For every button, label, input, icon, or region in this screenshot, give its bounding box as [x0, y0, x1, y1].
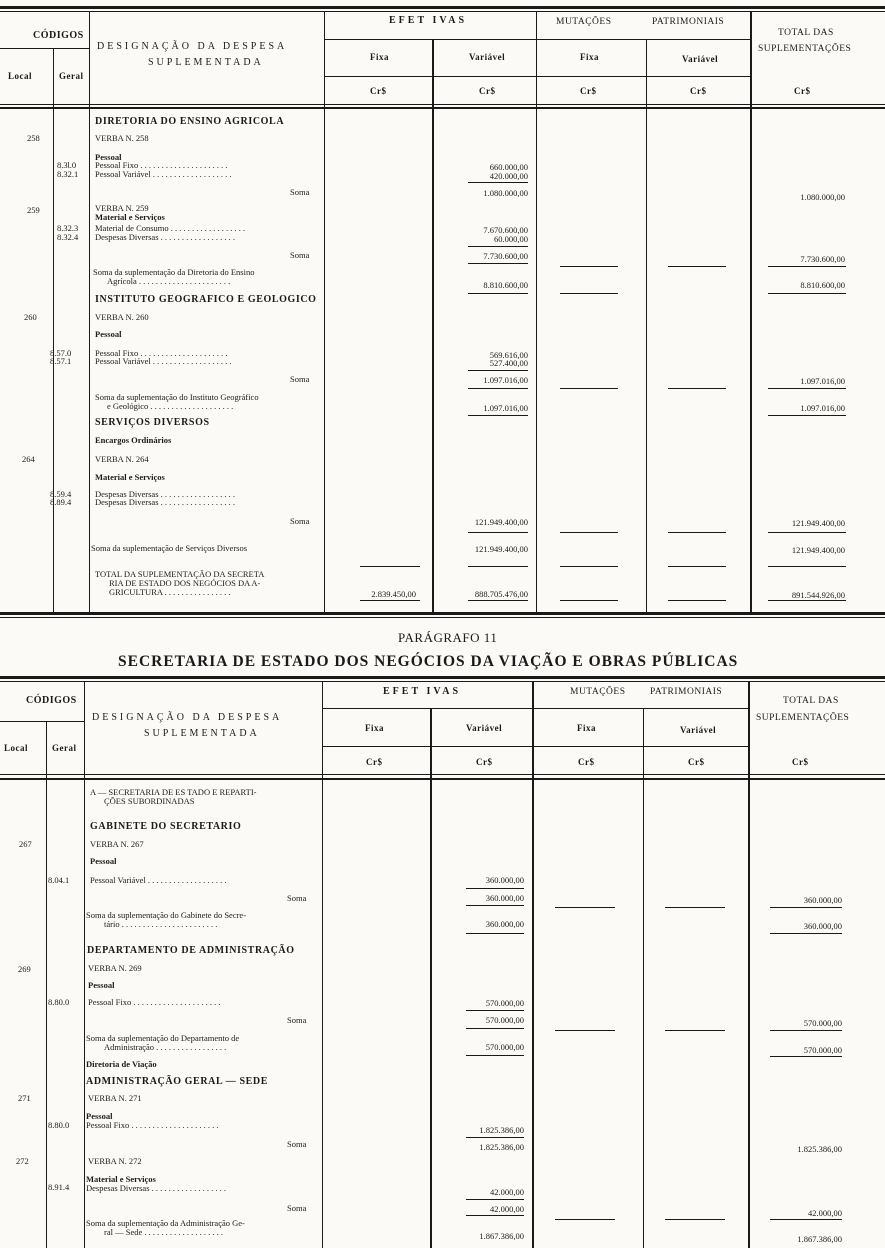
- subtotal-label: e Geológico . . . . . . . . . . . . . . . . . . . .: [107, 401, 234, 411]
- item-label: Pessoal Fixo . . . . . . . . . . . . . . . . . . . . .: [88, 997, 221, 1007]
- header-bottom-rule: [0, 107, 885, 109]
- sum-line: [668, 388, 726, 389]
- verba-label: VERBA N. 269: [88, 963, 142, 973]
- header-designacao: DESIGNAÇÃO DA DESPESA: [92, 712, 283, 723]
- section-title: A — SECRETARIA DE ES TADO E REPARTI-: [90, 787, 257, 797]
- sum-line: [560, 566, 618, 567]
- subtotal-label: Soma da suplementação de Serviços Diversos: [91, 543, 248, 553]
- geral-code: 8.91.4: [48, 1182, 70, 1192]
- subsection-label: Diretoria de Viação: [86, 1059, 157, 1069]
- sum-line: [665, 1219, 725, 1220]
- value-variavel: 888.705.476,00: [474, 589, 528, 599]
- subtotal-label: Administração . . . . . . . . . . . . . . . . .: [104, 1042, 227, 1052]
- sum-line: [468, 370, 528, 371]
- sum-line: [555, 1219, 615, 1220]
- value-total: 121.949.400,00: [791, 518, 845, 528]
- value-variavel: 121.949.400,00: [474, 544, 528, 554]
- value-total: 1.097.016,00: [800, 376, 845, 386]
- item-label: Despesas Diversas . . . . . . . . . . . . . . . . . .: [95, 497, 235, 507]
- header-suplementada: SUPLEMENTADA: [148, 57, 264, 68]
- section-title: ÇÕES SUBORDINADAS: [104, 796, 195, 806]
- col-divider: [84, 682, 85, 1248]
- value-total: 8.810.600,00: [800, 280, 845, 290]
- sum-line: [665, 1030, 725, 1031]
- soma-label: Soma: [290, 250, 310, 260]
- header-mutacoes: MUTAÇÕES: [570, 687, 626, 697]
- local-code: 271: [18, 1093, 31, 1103]
- item-label: Despesas Diversas . . . . . . . . . . . . . . . . . .: [86, 1183, 226, 1193]
- subsection-label: Encargos Ordinários: [95, 435, 172, 445]
- item-label: Pessoal Fixo . . . . . . . . . . . . . . . . . . . . .: [86, 1120, 219, 1130]
- col-divider: [532, 682, 534, 1248]
- sum-line: [466, 1010, 524, 1011]
- sum-line: [768, 266, 846, 267]
- value-total: 360.000,00: [803, 895, 842, 905]
- value-variavel: 527.400,00: [489, 358, 528, 368]
- header-currency: Cr$: [370, 86, 387, 96]
- header-suplementacoes: SUPLEMENTAÇÕES: [756, 713, 850, 723]
- sum-line: [770, 933, 842, 934]
- header-line: [0, 48, 89, 49]
- col-divider: [46, 722, 47, 1248]
- header-patrimoniais: PATRIMONIAIS: [652, 17, 725, 27]
- header-variavel-mut: Variável: [680, 725, 717, 735]
- header-currency: Cr$: [479, 86, 496, 96]
- sum-line: [468, 293, 528, 294]
- value-variavel: 7.670.600,00: [483, 225, 528, 235]
- subtotal-label: Soma da suplementação do Gabinete do Secre-: [86, 910, 247, 920]
- local-code: 258: [27, 133, 40, 143]
- sum-line: [668, 566, 726, 567]
- sum-line: [466, 1055, 524, 1056]
- header-variavel: Variável: [469, 52, 506, 62]
- geral-code: 8.89.4: [50, 497, 72, 507]
- header-fixa-mut: Fixa: [580, 52, 599, 62]
- grand-total-label: TOTAL DA SUPLEMENTAÇÃO DA SECRETA: [95, 569, 265, 579]
- value-variavel: 360.000,00: [485, 919, 524, 929]
- header-local: Local: [4, 743, 28, 753]
- verba-label: VERBA N. 267: [90, 839, 144, 849]
- col-divider: [430, 708, 432, 1248]
- header-currency: Cr$: [580, 86, 597, 96]
- subsection-label: Material e Serviços: [95, 212, 165, 222]
- value-variavel: 570.000,00: [485, 998, 524, 1008]
- header-currency: Cr$: [476, 757, 493, 767]
- value-variavel: 60.000,00: [494, 234, 528, 244]
- sum-line: [466, 933, 524, 934]
- sum-line: [560, 600, 618, 601]
- sum-line: [668, 532, 726, 533]
- header-line: [0, 721, 84, 722]
- header-currency: Cr$: [792, 757, 809, 767]
- header-bottom-rule: [0, 778, 885, 780]
- geral-code: 8.80.0: [48, 997, 70, 1007]
- header-currency: Cr$: [794, 86, 811, 96]
- value-variavel: 570.000,00: [485, 1015, 524, 1025]
- col-divider: [89, 12, 90, 612]
- subtotal-label: Agrícola . . . . . . . . . . . . . . . . . . . . . .: [107, 276, 231, 286]
- value-total: 570.000,00: [803, 1045, 842, 1055]
- sum-line: [560, 532, 618, 533]
- soma-label: Soma: [287, 1015, 307, 1025]
- header-currency: Cr$: [690, 86, 707, 96]
- value-total: 1.080.000,00: [800, 192, 845, 202]
- sum-line: [768, 388, 846, 389]
- value-variavel: 1.825.386,00: [479, 1125, 524, 1135]
- col-divider: [750, 12, 752, 612]
- header-line: [325, 76, 750, 77]
- sum-line: [468, 388, 528, 389]
- item-label: Pessoal Variável . . . . . . . . . . . . . . . . . . .: [95, 169, 232, 179]
- local-code: 264: [22, 454, 35, 464]
- item-label: Pessoal Variável . . . . . . . . . . . . . . . . . . .: [95, 356, 232, 366]
- value-variavel: 420.000,00: [489, 171, 528, 181]
- sum-line: [768, 415, 846, 416]
- grand-total-label: GRICULTURA . . . . . . . . . . . . . . . .: [109, 587, 231, 597]
- subtotal-label: Soma da suplementação do Instituto Geográfico: [95, 392, 259, 402]
- top-rule-thin: [0, 11, 885, 12]
- soma-label: Soma: [290, 187, 310, 197]
- sum-line: [468, 182, 528, 183]
- value-variavel: 1.825.386,00: [479, 1142, 524, 1152]
- header-codigos: CÓDIGOS: [33, 30, 84, 41]
- verba-label: VERBA N. 259: [95, 203, 149, 213]
- section-title: INSTITUTO GEOGRAFICO E GEOLOGICO: [95, 294, 317, 305]
- value-variavel: 42.000,00: [490, 1204, 524, 1214]
- subsection-label: Material e Serviços: [86, 1174, 156, 1184]
- value-total: 121.949.400,00: [791, 545, 845, 555]
- value-total: 891.544.926,00: [791, 590, 845, 600]
- value-variavel: 1.097.016,00: [483, 375, 528, 385]
- header-total: TOTAL DAS: [783, 696, 839, 706]
- local-code: 269: [18, 964, 31, 974]
- soma-label: Soma: [290, 374, 310, 384]
- subsection-label: Material e Serviços: [95, 472, 165, 482]
- sum-line: [770, 1219, 842, 1220]
- value-variavel: 7.730.600,00: [483, 251, 528, 261]
- sum-line: [468, 246, 528, 247]
- header-currency: Cr$: [578, 757, 595, 767]
- item-label: Pessoal Variável . . . . . . . . . . . . . . . . . . .: [90, 875, 227, 885]
- value-variavel: 360.000,00: [485, 875, 524, 885]
- value-total: 360.000,00: [803, 921, 842, 931]
- geral-code: 8.32.3: [57, 223, 79, 233]
- item-label: Despesas Diversas . . . . . . . . . . . . . . . . . .: [95, 489, 235, 499]
- geral-code: 8.3Ɩ.0: [57, 160, 77, 170]
- sum-line: [466, 1199, 524, 1200]
- sum-line: [466, 905, 524, 906]
- sum-line: [768, 566, 846, 567]
- subtotal-label: Soma da suplementação do Departamento de: [86, 1033, 240, 1043]
- header-fixa: Fixa: [365, 723, 384, 733]
- soma-label: Soma: [287, 1203, 307, 1213]
- value-variavel: 8.810.600,00: [483, 280, 528, 290]
- verba-label: VERBA N. 264: [95, 454, 149, 464]
- sum-line: [466, 1215, 524, 1216]
- sum-line: [360, 600, 420, 601]
- sum-line: [560, 388, 618, 389]
- sum-line: [555, 907, 615, 908]
- item-label: Pessoal Fixo . . . . . . . . . . . . . . . . . . . . .: [95, 348, 228, 358]
- value-total: 1.867.386,00: [797, 1234, 842, 1244]
- verba-label: VERBA N. 272: [88, 1156, 142, 1166]
- subsection-label: Pessoal: [95, 329, 122, 339]
- header-efetivas: EFET IVAS: [383, 686, 462, 697]
- local-code: 259: [27, 205, 40, 215]
- value-total: 570.000,00: [803, 1018, 842, 1028]
- header-fixa: Fixa: [370, 52, 389, 62]
- header-bottom-rule: [0, 774, 885, 775]
- value-total: 1.097.016,00: [800, 403, 845, 413]
- verba-label: VERBA N. 258: [95, 133, 149, 143]
- top-rule: [0, 6, 885, 9]
- local-code: 267: [19, 839, 32, 849]
- header-currency: Cr$: [366, 757, 383, 767]
- item-label: Despesas Diversas . . . . . . . . . . . . . . . . . .: [95, 232, 235, 242]
- sum-line: [466, 1137, 524, 1138]
- value-variavel: 569.616,00: [489, 350, 528, 360]
- header-codigos: CÓDIGOS: [26, 695, 77, 706]
- header-bottom-rule: [0, 104, 885, 105]
- sum-line: [466, 888, 524, 889]
- soma-label: Soma: [290, 516, 310, 526]
- value-variavel: 570.000,00: [485, 1042, 524, 1052]
- bottom-rule-thin: [0, 617, 885, 618]
- col-divider: [536, 12, 537, 612]
- subtotal-label: Soma da suplementação da Administração Ge-: [86, 1218, 245, 1228]
- header-designacao: DESIGNAÇÃO DA DESPESA: [97, 41, 288, 52]
- sum-line: [768, 293, 846, 294]
- item-label: Material de Consumo . . . . . . . . . . . . . . . . . .: [95, 223, 246, 233]
- sum-line: [768, 532, 846, 533]
- header-suplementada: SUPLEMENTADA: [144, 728, 260, 739]
- geral-code: 8.32.1: [57, 169, 79, 179]
- header-local: Local: [8, 71, 32, 81]
- value-variavel: 1.867.386,00: [479, 1231, 524, 1241]
- section-title: DEPARTAMENTO DE ADMINISTRAÇÃO: [87, 945, 295, 956]
- geral-code: 8.04.1: [48, 875, 70, 885]
- value-total: 1.825.386,00: [797, 1144, 842, 1154]
- sum-line: [668, 266, 726, 267]
- verba-label: VERBA N. 271: [88, 1093, 142, 1103]
- sum-line: [468, 600, 528, 601]
- col-divider: [324, 12, 325, 612]
- sum-line: [555, 1030, 615, 1031]
- section-title: GABINETE DO SECRETARIO: [90, 821, 242, 832]
- header-line: [323, 746, 748, 747]
- header-fixa-mut: Fixa: [577, 723, 596, 733]
- sum-line: [468, 263, 528, 264]
- subsection-label: Pessoal: [95, 152, 122, 162]
- value-variavel: 1.080.000,00: [483, 188, 528, 198]
- sum-line: [668, 600, 726, 601]
- subtotal-label: Soma da suplementação da Diretoria do Ensino: [93, 267, 255, 277]
- sum-line: [360, 566, 420, 567]
- sum-line: [770, 1056, 842, 1057]
- value-total: 42.000,00: [808, 1208, 842, 1218]
- value-variavel: 1.097.016,00: [483, 403, 528, 413]
- header-currency: Cr$: [688, 757, 705, 767]
- local-code: 260: [24, 312, 37, 322]
- section-title: DIRETORIA DO ENSINO AGRICOLA: [95, 116, 285, 127]
- sum-line: [768, 600, 846, 601]
- header-geral: Geral: [59, 71, 84, 81]
- top-rule: [0, 676, 885, 679]
- header-line: [323, 708, 748, 709]
- col-divider: [322, 682, 323, 1248]
- sum-line: [560, 293, 618, 294]
- geral-code: 8.32.4: [57, 232, 79, 242]
- geral-code: 8.59.4: [50, 489, 72, 499]
- col-divider: [646, 40, 647, 612]
- col-divider: [748, 682, 750, 1248]
- grand-total-label: RIA DE ESTADO DOS NEGÓCIOS DA A-: [109, 578, 261, 588]
- verba-label: VERBA N. 260: [95, 312, 149, 322]
- item-label: Pessoal Fixo . . . . . . . . . . . . . . . . . . . . .: [95, 160, 228, 170]
- header-variavel-mut: Variável: [682, 54, 719, 64]
- header-patrimoniais: PATRIMONIAIS: [650, 687, 723, 697]
- geral-code: 8.80.0: [48, 1120, 70, 1130]
- header-efetivas: EFET IVAS: [389, 15, 468, 26]
- section-title: SERVIÇOS DIVERSOS: [95, 417, 210, 428]
- subsection-label: Pessoal: [86, 1111, 113, 1121]
- geral-code: 8.57.1: [50, 356, 72, 366]
- sum-line: [468, 566, 528, 567]
- secretaria-title: SECRETARIA DE ESTADO DOS NEGÓCIOS DA VIAÇÃO E OBRAS PÚBLICAS: [118, 653, 739, 670]
- section-title: ADMINISTRAÇÃO GERAL — SEDE: [86, 1076, 269, 1087]
- header-geral: Geral: [52, 743, 77, 753]
- sum-line: [770, 907, 842, 908]
- value-variavel: 660.000,00: [489, 162, 528, 172]
- header-total: TOTAL DAS: [778, 28, 834, 38]
- bottom-rule: [0, 612, 885, 615]
- value-total: 7.730.600,00: [800, 254, 845, 264]
- header-variavel: Variável: [466, 723, 503, 733]
- value-variavel: 42.000,00: [490, 1187, 524, 1197]
- subtotal-label: ral — Sede . . . . . . . . . . . . . . . . . . .: [104, 1227, 223, 1237]
- sum-line: [770, 1030, 842, 1031]
- local-code: 272: [16, 1156, 29, 1166]
- col-divider: [432, 40, 434, 612]
- top-rule-thin: [0, 681, 885, 682]
- subsection-label: Pessoal: [88, 980, 115, 990]
- subtotal-label: tário . . . . . . . . . . . . . . . . . . . . . . .: [104, 919, 218, 929]
- subsection-label: Pessoal: [90, 856, 117, 866]
- header-suplementacoes: SUPLEMENTAÇÕES: [758, 44, 852, 54]
- value-variavel: 121.949.400,00: [474, 517, 528, 527]
- paragraph-heading: PARÁGRAFO 11: [398, 630, 498, 645]
- sum-line: [560, 266, 618, 267]
- sum-line: [468, 532, 528, 533]
- geral-code: 8.57.0: [50, 348, 72, 358]
- sum-line: [466, 1028, 524, 1029]
- col-divider: [643, 708, 644, 1248]
- col-divider: [53, 49, 54, 612]
- soma-label: Soma: [287, 893, 307, 903]
- header-mutacoes: MUTAÇÕES: [556, 17, 612, 27]
- sum-line: [468, 415, 528, 416]
- soma-label: Soma: [287, 1139, 307, 1149]
- header-line: [325, 39, 750, 40]
- value-variavel: 360.000,00: [485, 893, 524, 903]
- value-fixa: 2.839.450,00: [371, 589, 416, 599]
- sum-line: [665, 907, 725, 908]
